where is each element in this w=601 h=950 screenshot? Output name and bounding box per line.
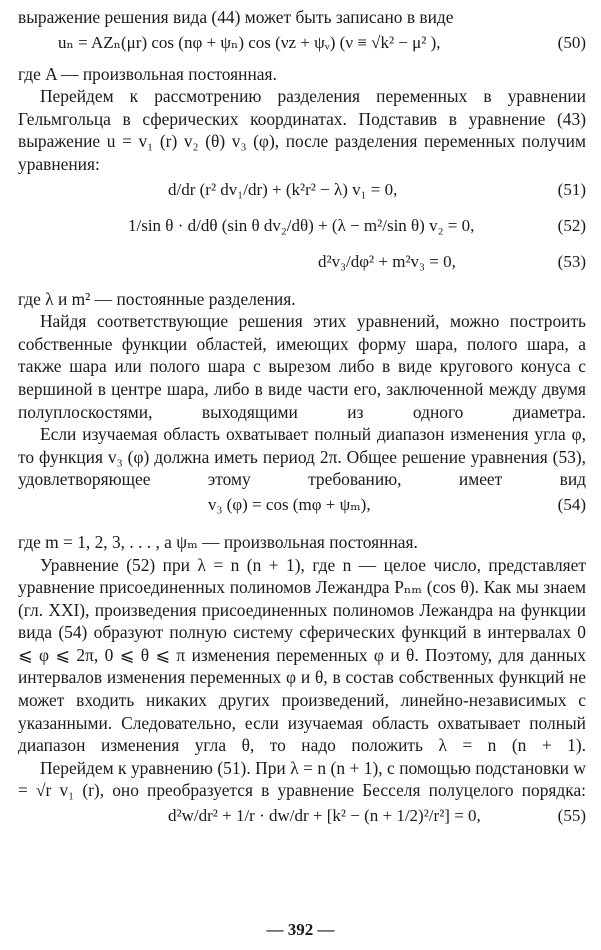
equation [18,248,586,288]
paragraph: Найдя соответствующие решения этих уравнений, можно построить собственные функции областей, имеющих форму шара, полого шара, а также шара или полого шара с вырезом либо в виде кругового конуса с вершиной в центре шара, либо в виде части его, заключенной между двумя полуплоскостями, выходящими из одного диаметра. [18,311,586,422]
equation-number: (53) [557,251,586,271]
equation-number: (54) [557,494,586,514]
equation [18,29,586,63]
equation [18,176,586,212]
equation-number: (51) [557,179,586,199]
equation-body: d/dr (r² dv₁/dr) + (k²r² − λ) v₁ = 0, [168,179,398,199]
equation [18,491,586,531]
equation-body: 1/sin θ · d/dθ (sin θ dv₂/dθ) + (λ − m²/sin θ) v₂ = 0, [128,215,475,235]
page-body [18,6,586,872]
equation-body: d²w/dr² + 1/r · dw/dr + [k² − (n + 1/2)²/r²] = 0, [168,806,481,826]
equation-number: (55) [557,806,586,826]
equation-body: d²v₃/dφ² + m²v₃ = 0, [318,251,456,271]
page-number: — 392 — [266,920,335,939]
paragraph: Если изучаемая область охватывает полный диапазон изменения угла φ, то функция v₃ (φ) должна иметь период 2π. Общее решение уравнения (53), удовлетворяющее этому требованию, имеет вид [18,424,586,490]
equation-number: (50) [557,32,586,52]
equation [18,802,586,872]
equation-number: (52) [557,215,586,235]
paragraph: где m = 1, 2, 3, . . . , а ψₘ — произвольная постоянная. [18,531,418,552]
equation-body: v₃ (φ) = cos (mφ + ψₘ), [208,494,371,514]
paragraph: Перейдем к рассмотрению разделения переменных в уравнении Гельмгольца в сферических координатах. Подставив в уравнение (43) выражение u = v₁ (r) v₂ (θ) v₃ (φ), после разделения переменных получим уравнения: [18,86,586,174]
paragraph: Перейдем к уравнению (51). При λ = n (n + 1), с помощью подстановки w = √r v₁ (r), оно преобразуется в уравнение Бесселя полуцелого порядка: [18,757,586,801]
equation [18,212,586,248]
paragraph: где A — произвольная постоянная. [18,63,277,84]
equation-body: uₙ = AZₙ(μr) cos (nφ + ψₙ) cos (νz + ψᵥ) (ν ≡ √k² − μ² ), [58,32,441,52]
paragraph: выражение решения вида (44) может быть записано в виде [18,7,454,27]
paragraph: где λ и m² — постоянные разделения. [18,288,296,309]
paragraph: Уравнение (52) при λ = n (n + 1), где n — целое число, представляет уравнение присоединенных полиномов Лежандра Pₙₘ (cos θ). Как мы знаем (гл. XXI), произведения присоединенных полиномов Лежандра на функции вида (54) образуют полную систему сферических функций в интервалах 0 ⩽ φ ⩽ 2π, 0 ⩽ θ ⩽ π изменения переменных φ и θ. Поэтому, для данных интервалов изменения переменных φ и θ, в состав собственных функций не может входить никаких других произведений, линейно-независимых с указанными. Следовательно, если изучаемая область охватывает полный диапазон изменения угла θ, то надо положить λ = n (n + 1). [18,554,586,756]
